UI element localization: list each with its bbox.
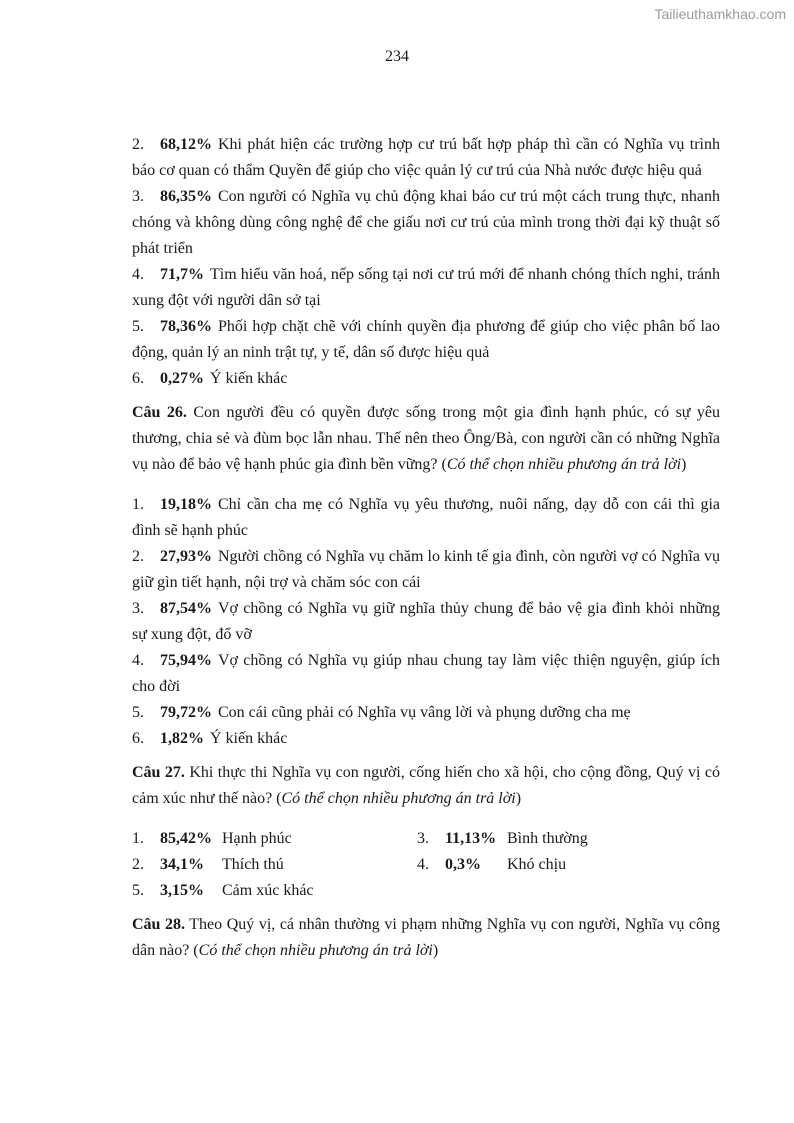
answer-option — [132, 132, 720, 184]
option-percentage: 0,3% — [445, 856, 481, 873]
answer-option — [132, 366, 720, 392]
option-number: 3. — [132, 600, 144, 617]
option-number: 6. — [132, 370, 144, 387]
option-percentage: 79,72% — [160, 704, 212, 721]
option-text: Ý kiến khác — [210, 370, 288, 387]
option-percentage: 0,27% — [160, 370, 204, 387]
option-percentage: 3,15% — [160, 882, 204, 899]
option-text: Tìm hiểu văn hoá, nếp sống tại nơi cư trú mới để nhanh chóng thích nghi, tránh xung đột với người dân sở tại — [132, 266, 720, 309]
answer-grid — [132, 826, 720, 904]
question-note: Có thể chọn nhiều phương án trả lời — [281, 790, 516, 807]
answer-option — [132, 184, 720, 262]
option-number: 1. — [132, 830, 144, 847]
question-note: Có thể chọn nhiều phương án trả lời — [198, 942, 433, 959]
answer-option — [417, 852, 566, 878]
option-number: 6. — [132, 730, 144, 747]
option-text: Cảm xúc khác — [222, 882, 314, 899]
question-label: Câu 26. — [132, 404, 187, 421]
option-percentage: 11,13% — [445, 830, 497, 847]
answer-option — [132, 648, 720, 700]
answer-option — [417, 826, 588, 852]
option-text: Vợ chồng có Nghĩa vụ giúp nhau chung tay làm việc thiện nguyện, giúp ích cho đời — [132, 652, 720, 695]
option-number: 4. — [132, 652, 144, 669]
option-percentage: 87,54% — [160, 600, 212, 617]
option-percentage: 34,1% — [160, 856, 204, 873]
option-text: Hạnh phúc — [222, 830, 292, 847]
question-text: Theo Quý vị, cá nhân thường vi phạm những Nghĩa vụ con người, Nghĩa vụ công dân nào? ( — [132, 916, 721, 959]
option-text: Phối hợp chặt chẽ với chính quyền địa phương để giúp cho việc phân bố lao động, quản lý an ninh trật tự, y tế, dân số được hiệu quả — [132, 318, 720, 361]
question-label: Câu 28. — [132, 916, 186, 933]
question-note: Có thể chọn nhiều phương án trả lời — [446, 456, 682, 473]
question-close: ) — [515, 790, 522, 807]
option-text: Vợ chồng có Nghĩa vụ giữ nghĩa thủy chung để bảo vệ gia đình khỏi những sự xung đột, đổ vỡ — [132, 600, 720, 643]
option-percentage: 85,42% — [160, 830, 212, 847]
answer-option — [132, 492, 720, 544]
answer-option — [132, 726, 720, 752]
option-number: 2. — [132, 136, 144, 153]
option-percentage: 71,7% — [160, 266, 204, 283]
answer-option — [132, 826, 292, 852]
option-percentage: 68,12% — [160, 136, 212, 153]
option-text: Người chồng có Nghĩa vụ chăm lo kinh tế gia đình, còn người vợ có Nghĩa vụ giữ gìn tiết hạnh, nội trợ và chăm sóc con cái — [132, 548, 720, 591]
answer-option — [132, 878, 314, 904]
option-number: 3. — [417, 830, 429, 847]
watermark: Tailieuthamkhao.com — [654, 6, 786, 22]
option-number: 5. — [132, 318, 144, 335]
option-percentage: 1,82% — [160, 730, 204, 747]
answer-option — [132, 852, 284, 878]
answer-option — [132, 262, 720, 314]
option-text: Con người có Nghĩa vụ chủ động khai báo cư trú một cách trung thực, nhanh chóng và không dùng công nghệ để che giấu nơi cư trú của mình trong thời đại kỹ thuật số phát triển — [132, 188, 720, 257]
option-number: 4. — [132, 266, 144, 283]
question-28 — [132, 912, 720, 964]
question-26 — [132, 400, 720, 478]
option-number: 2. — [132, 548, 144, 565]
option-text: Con cái cũng phải có Nghĩa vụ vâng lời và phụng dưỡng cha mẹ — [218, 704, 631, 721]
answer-option — [132, 596, 720, 648]
question-text: Khi thực thi Nghĩa vụ con người, cống hiến cho xã hội, cho cộng đồng, Quý vị có cảm xúc như thế nào? ( — [132, 764, 721, 807]
question-close: ) — [681, 456, 687, 473]
option-number: 2. — [132, 856, 144, 873]
option-number: 4. — [417, 856, 429, 873]
option-text: Chỉ cần cha mẹ có Nghĩa vụ yêu thương, nuôi nấng, dạy dỗ con cái thì gia đình sẽ hạnh phúc — [132, 496, 720, 539]
option-number: 3. — [132, 188, 144, 205]
option-text: Bình thường — [507, 830, 588, 847]
document-body — [132, 132, 720, 964]
option-text: Khi phát hiện các trường hợp cư trú bất hợp pháp thì cần có Nghĩa vụ trình báo cơ quan có thẩm Quyền để giúp cho việc quản lý cư trú của Nhà nước được hiệu quả — [132, 136, 720, 179]
question-text: Con người đều có quyền được sống trong một gia đình hạnh phúc, có sự yêu thương, chia sẻ và đùm bọc lẫn nhau. Thế nên theo Ông/Bà, con người cần có những Nghĩa vụ nào để bảo vệ hạnh phúc gia đình bền vững? ( — [132, 404, 721, 473]
answer-option — [132, 700, 720, 726]
question-close: ) — [432, 942, 439, 959]
option-percentage: 75,94% — [160, 652, 212, 669]
option-text: Ý kiến khác — [210, 730, 288, 747]
option-percentage: 78,36% — [160, 318, 212, 335]
option-percentage: 27,93% — [160, 548, 212, 565]
option-percentage: 19,18% — [160, 496, 212, 513]
question-label: Câu 27. — [132, 764, 185, 781]
question-27 — [132, 760, 720, 812]
option-text: Thích thú — [222, 856, 284, 873]
option-number: 1. — [132, 496, 144, 513]
answer-option — [132, 314, 720, 366]
page-number: 234 — [385, 48, 409, 65]
option-number: 5. — [132, 882, 144, 899]
option-percentage: 86,35% — [160, 188, 212, 205]
answer-option — [132, 544, 720, 596]
option-text: Khó chịu — [507, 856, 567, 873]
option-number: 5. — [132, 704, 144, 721]
